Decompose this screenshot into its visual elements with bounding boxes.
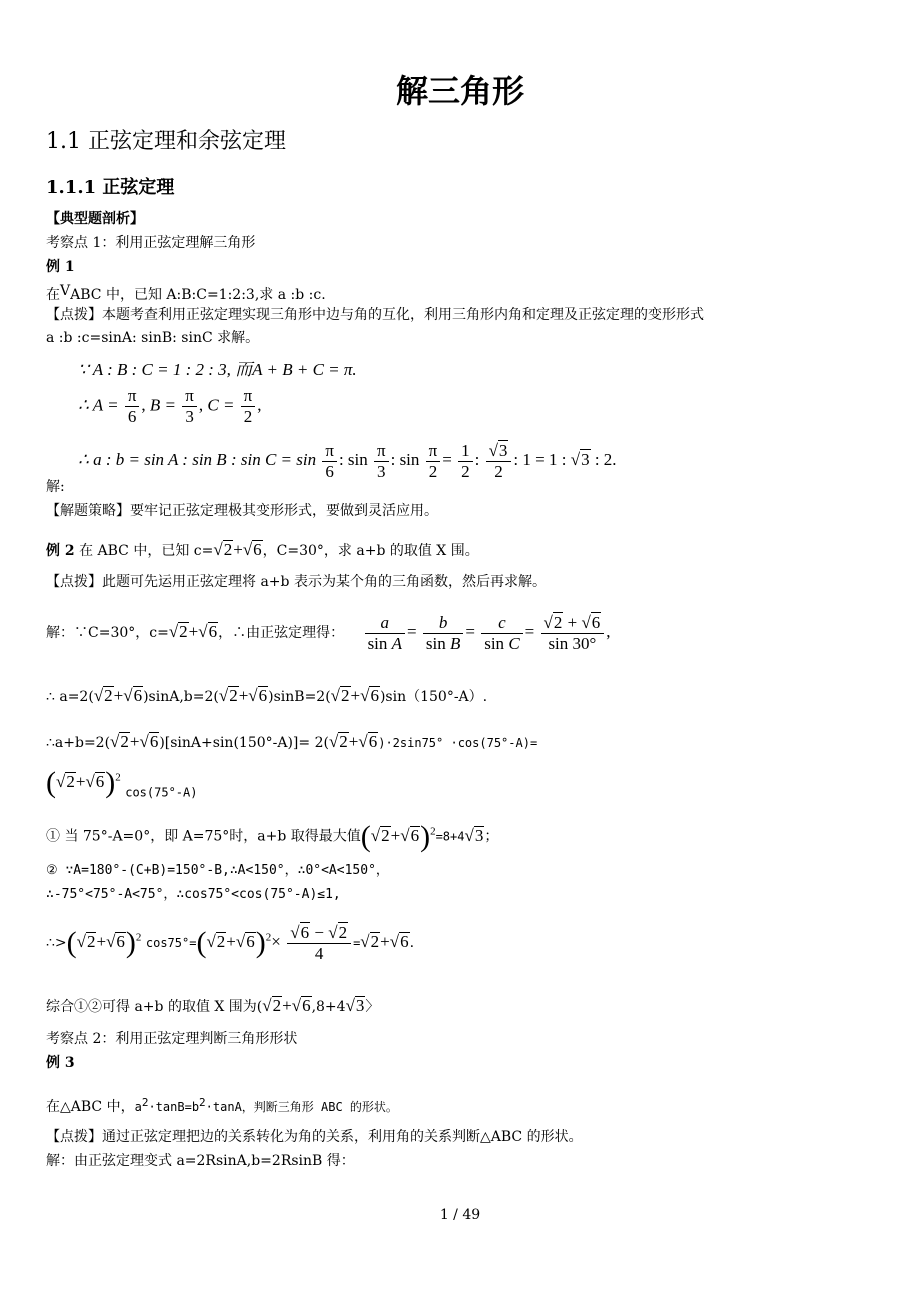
ex2-s3-a: ∴a+b=2( — [46, 735, 111, 751]
example-3-label: 例 3 — [46, 1055, 75, 1071]
ex3-a: 在△ABC 中， — [46, 1099, 135, 1115]
ex2-s2-d: )sin（150°-A）. — [379, 689, 488, 705]
hint-2: 【点拨】此题可先运用正弦定理将 a+b 表示为某个角的三角函数，然后再求解。 — [46, 574, 546, 590]
example-1-label: 例 1 — [46, 259, 75, 275]
ex2-s3-b: )[sinA+sin(150°-A)]= 2( — [159, 735, 329, 751]
ex2-s2-c: )sinB=2( — [268, 689, 331, 705]
page-title: 解三角形 — [395, 72, 524, 110]
c1-c: ； — [484, 828, 499, 845]
ex2-s2-b: )sinA,b=2( — [143, 689, 219, 705]
ex1-f3-post: : 1 = 1 : — [513, 449, 567, 469]
summary-a: 综合①②可得 a+b 的取值 X 围为( — [46, 999, 263, 1015]
example-2-label: 例 2 — [46, 543, 75, 559]
ex2-step-4: (√ 2+√ 6)$^2$ cos(75°-A) — [46, 768, 197, 802]
subsection-heading: 1.1.1 正弦定理 — [46, 177, 175, 198]
ex2-s4: cos(75°-A) — [125, 785, 198, 800]
ex1-formula-1: ∵ A : B : C = 1 : 2 : 3, 而A + B + C = π. — [78, 360, 357, 379]
ex2-s3-c: )·2sin75° ·cos(75°-A)= — [378, 736, 538, 750]
summary-b: ,8+4 — [311, 999, 346, 1015]
case-2: ② ∵A=180°-(C+B)=150°-B,∴A<150°，∴0°<A<150°， — [46, 863, 389, 878]
case-3: ∴-75°<75°-A<75°，∴cos75°<cos(75°-A)≤1, — [46, 887, 341, 902]
ex1-f3-end: : 2. — [594, 449, 617, 469]
ex1-formula-2: ∴ A = $\frac{\pi}{6}$ , B = $\frac{\pi}{3}$ , C = $\frac{\pi}{2}$ , — [78, 386, 262, 426]
ex1-f3-pre: ∴ a : b = sin A : sin B : sin C = sin — [78, 449, 317, 469]
strategy: 【解题策略】要牢记正弦定理极其变形形式，要做到灵活应用。 — [46, 503, 438, 519]
triangle-symbol: V — [60, 283, 71, 299]
ex1-f2-pre: ∴ A = — [78, 395, 119, 415]
c4-c: × — [271, 932, 281, 951]
solution-label: 解: — [46, 479, 65, 495]
ex2-s2-a: ∴ a=2( — [46, 689, 94, 705]
summary-c: 〉 — [365, 999, 380, 1015]
hint-1-line-1: 【点拨】本题考查利用正弦定理实现三角形中边与角的互化，利用三角形内角和定理及正弦定理的变形形式 — [46, 307, 704, 323]
ex3-c: ·tanA，判断三角形 ABC 的形状。 — [205, 1100, 398, 1114]
page-number: 1 / 49 — [439, 1207, 481, 1223]
ex2-s1-b: ，∴由正弦定理得： — [218, 624, 345, 641]
ex2-text-b: ，C=30°，求 a+b 的取值 X 围。 — [262, 543, 479, 559]
ex2-step-3: ∴a+b=2(√ 2+√ 6)[sinA+sin(150°-A)]= 2(√ 2+√ 6)·2sin75° ·cos(75°-A)= — [46, 732, 537, 752]
example-2-text: 例 2 在 ABC 中，已知 c=√ 2+√ 6，C=30°，求 a+b 的取值 X 围。 — [46, 540, 479, 560]
ex2-s1-a: 解：∵C=30°，c= — [46, 624, 169, 641]
c1-b: =8+4 — [435, 829, 465, 844]
ex2-step-2: ∴ a=2(√ 2+√ 6)sinA,b=2(√ 2+√ 6)sinB=2(√ 2+√ 6)sin（150°-A）. — [46, 686, 487, 706]
c4-d: = — [353, 936, 361, 950]
summary: 综合①②可得 a+b 的取值 X 围为(√ 2+√ 6,8+4√ 3〉 — [46, 996, 379, 1016]
c4-b: cos75°= — [145, 936, 197, 950]
section-tag: 【典型题剖析】 — [46, 211, 144, 227]
ex2-text-a: 在 ABC 中，已知 c= — [79, 543, 214, 559]
fraction: $\frac{\pi}{3}$ — [182, 386, 197, 427]
hint-3: 【点拨】通过正弦定理把边的关系转化为角的关系，利用角的关系判断△ABC 的形状。 — [46, 1129, 583, 1145]
point-2: 考察点 2：利用正弦定理判断三角形形状 — [46, 1031, 298, 1047]
fraction: $\frac{\pi}{2}$ — [241, 386, 256, 427]
example-3-text: 在△ABC 中，a2·tanB=b2·tanA，判断三角形 ABC 的形状。 — [46, 1096, 398, 1115]
ex1-formula-3: ∴ a : b = sin A : sin B : sin C = sin $\frac{\pi}{6}$ : sin $\frac{\pi}{3}$ : sin $\frac{\pi}{2}$ = $\frac{1}{2}$ : √ $\frac{3}{2}$ : 1 = 1 : √ 3 : 2. — [78, 440, 617, 482]
c4-e: . — [409, 935, 415, 951]
section-heading: 1.1 正弦定理和余弦定理 — [46, 129, 286, 154]
hint-1-line-2: a :b :c=sinA: sinB: sinC 求解。 — [46, 330, 260, 346]
ex1-text-b: ABC 中，已知 A:B:C=1:2:3,求 a :b :c. — [70, 287, 326, 303]
c4-a: ∴> — [46, 935, 67, 951]
case-1: ① 当 75°-A=0°，即 A=75°时，a+b 取得最大值(√ 2+√ 6)$^2$=8+4√ 3； — [46, 822, 498, 846]
ex1-text-a: 在 — [46, 287, 60, 303]
case-4: ∴>(√ 2+√ 6)$^2$ cos75°=(√ 2+√ 6)$^2$× √ $\frac{6 - √ 2}{4}$ =√ 2+√ 6. — [46, 922, 414, 964]
example-1-text — [46, 282, 326, 304]
ex3-solution: 解：由正弦定理变式 a=2RsinA,b=2RsinB 得： — [46, 1153, 355, 1169]
c1-a: ① 当 75°-A=0°，即 A=75°时，a+b 取得最大值 — [46, 828, 361, 845]
ex2-step-1: 解：∵C=30°，c=√ 2+√ 6，∴由正弦定理得： $\frac{a}{\text{sin A}}$ = $\frac{b}{\text{sin B}}$ = $\frac{c}{\text{sin C}}$ = √ $\frac{2 + √ 6}{\sin 30^\circ}$ , — [46, 612, 611, 654]
ex3-b: ·tanB= — [148, 1100, 192, 1114]
fraction: $\frac{\pi}{6}$ — [125, 386, 140, 427]
point-1: 考察点 1：利用正弦定理解三角形 — [46, 235, 256, 251]
